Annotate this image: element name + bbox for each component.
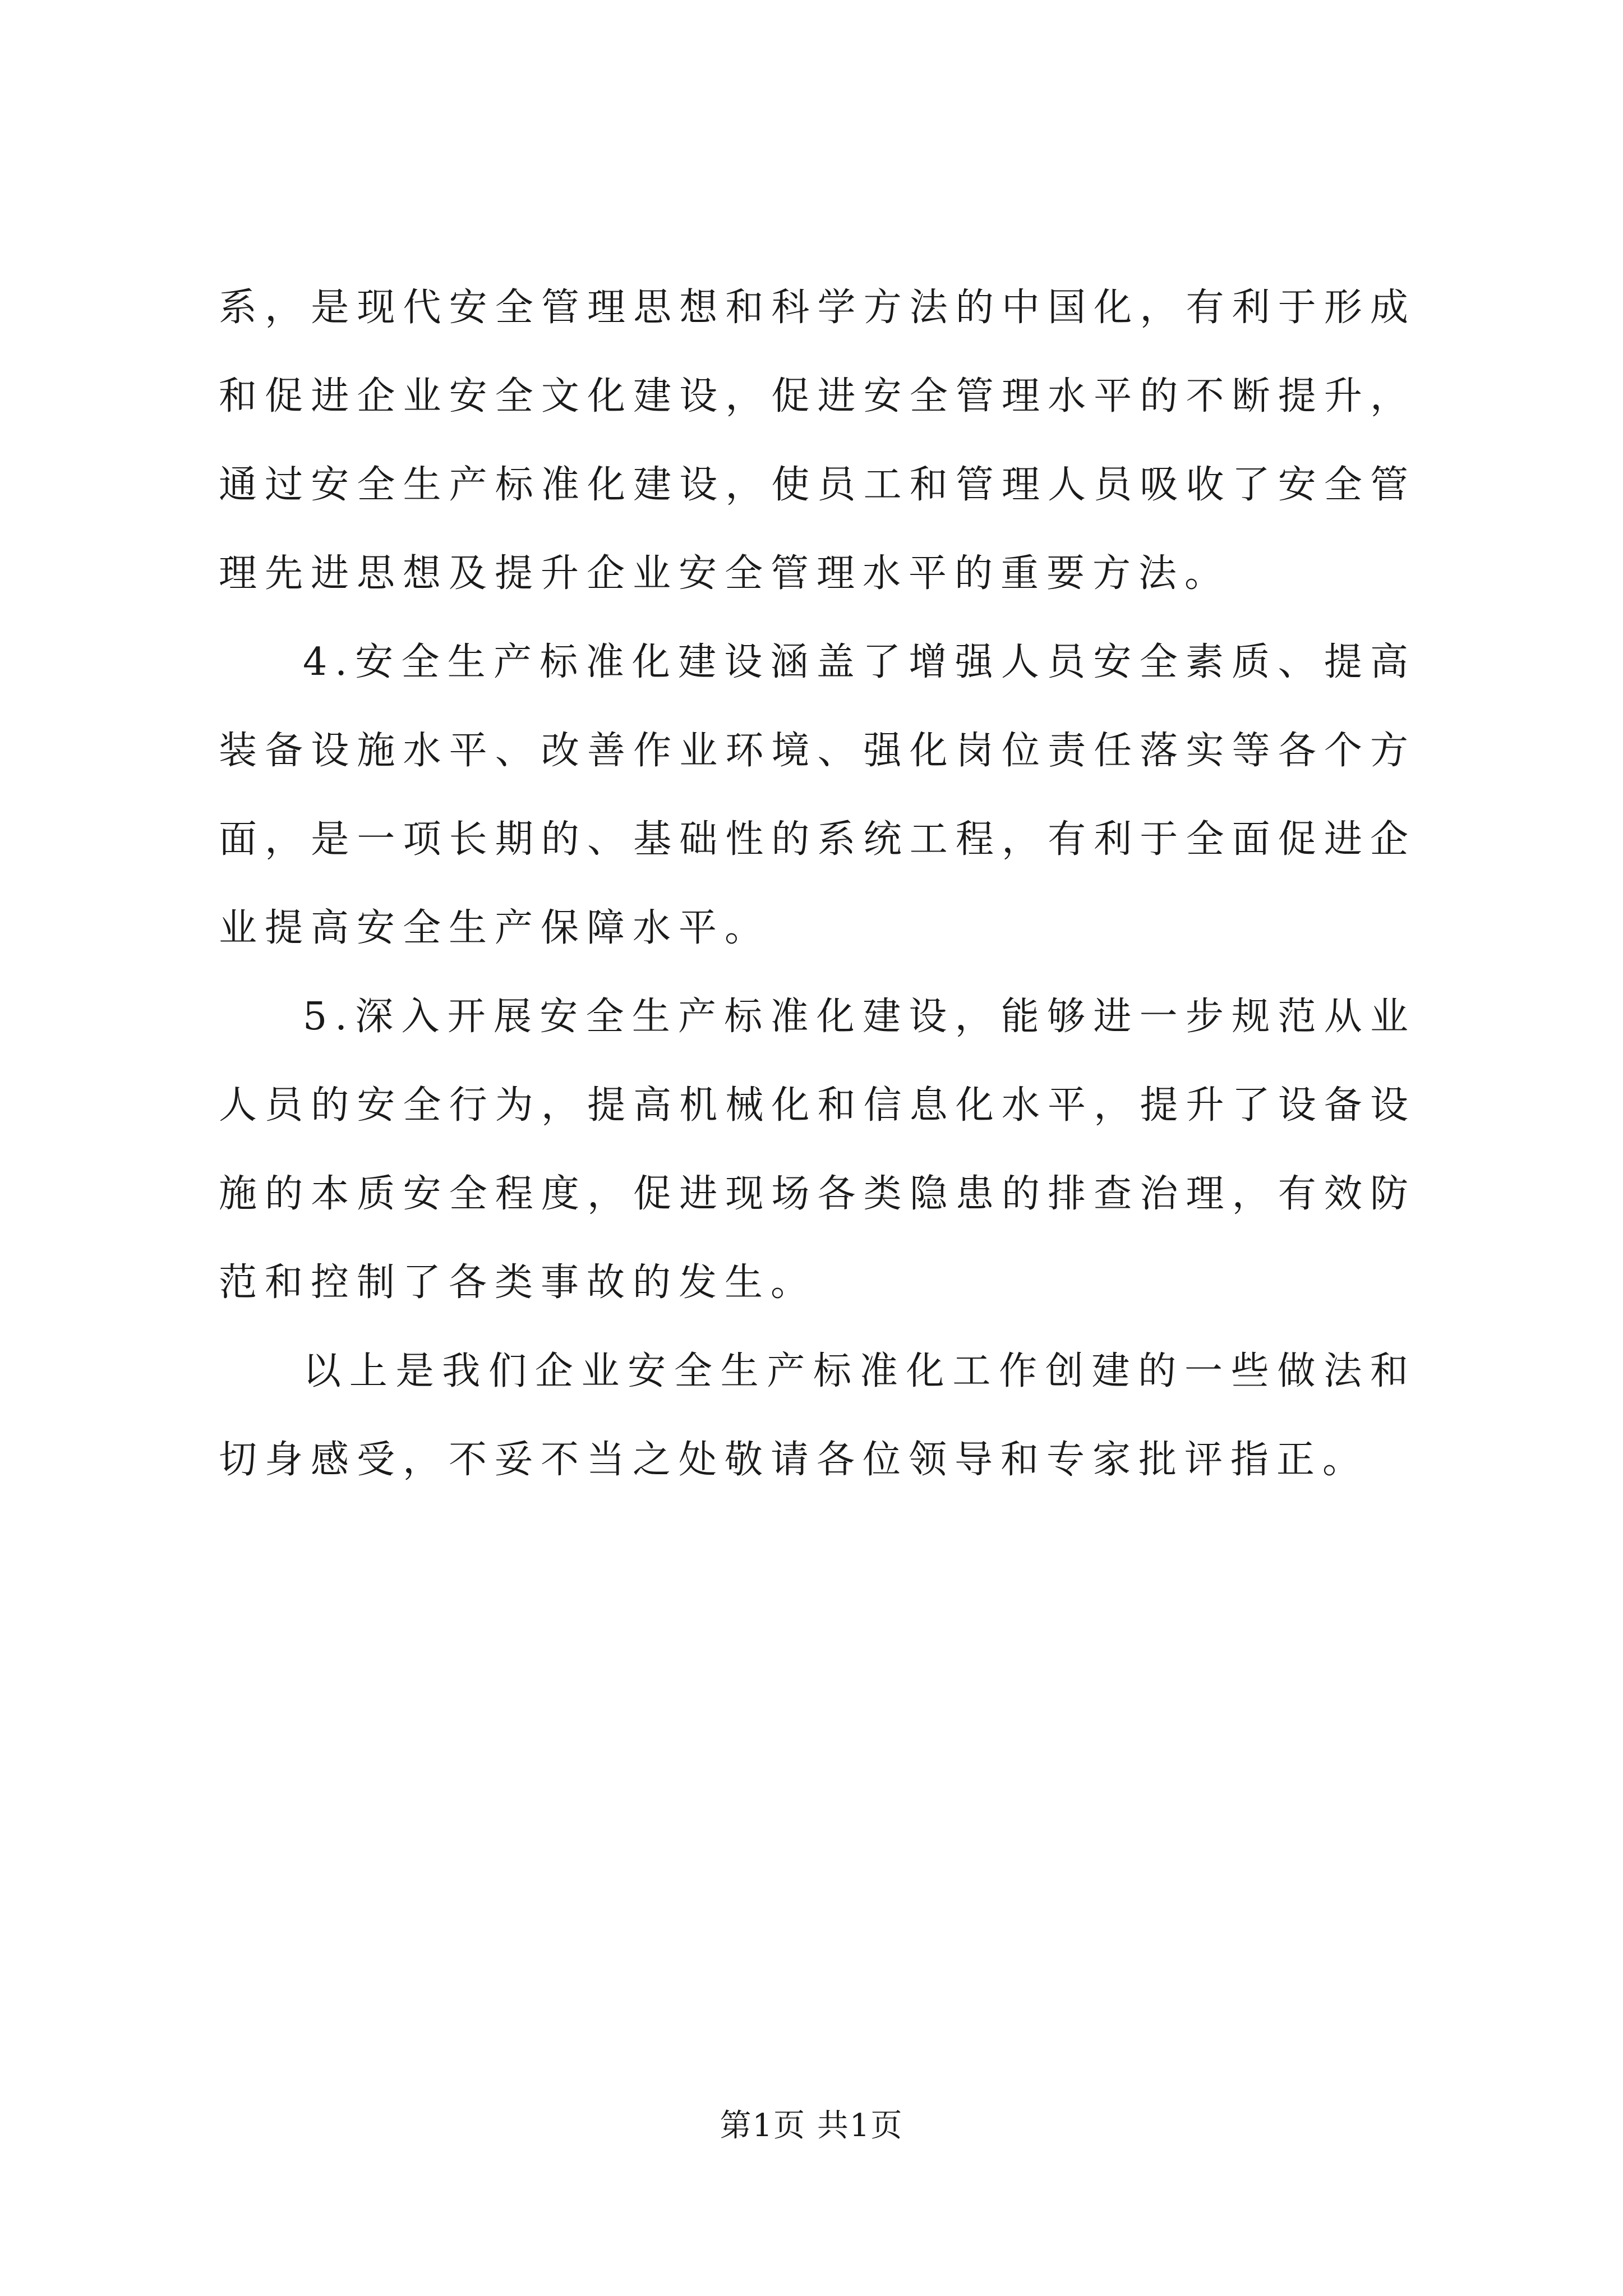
paragraph-closing: 以上是我们企业安全生产标准化工作创建的一些做法和切身感受，不妥不当之处敬请各位领导和专家批评指正。: [219, 1349, 1416, 1482]
page-footer: 第1页 共1页: [720, 2108, 903, 2144]
document-body: [219, 264, 1416, 1504]
paragraph-continuation: 系，是现代安全管理思想和科学方法的中国化，有利于形成和促进企业安全文化建设，促进安全管理水平的不断提升，通过安全生产标准化建设，使员工和管理人员吸收了安全管理先进思想及提升企业安全管理水平的重要方法。: [219, 286, 1416, 596]
paragraph-item-5: 5.深入开展安全生产标准化建设，能够进一步规范从业人员的安全行为，提高机械化和信息化水平，提升了设备设施的本质安全程度，促进现场各类隐患的排查治理，有效防范和控制了各类事故的发生。: [219, 995, 1416, 1305]
paragraph-item-4: 4.安全生产标准化建设涵盖了增强人员安全素质、提高装备设施水平、改善作业环境、强化岗位责任落实等各个方面，是一项长期的、基础性的系统工程，有利于全面促进企业提高安全生产保障水平。: [219, 640, 1416, 950]
